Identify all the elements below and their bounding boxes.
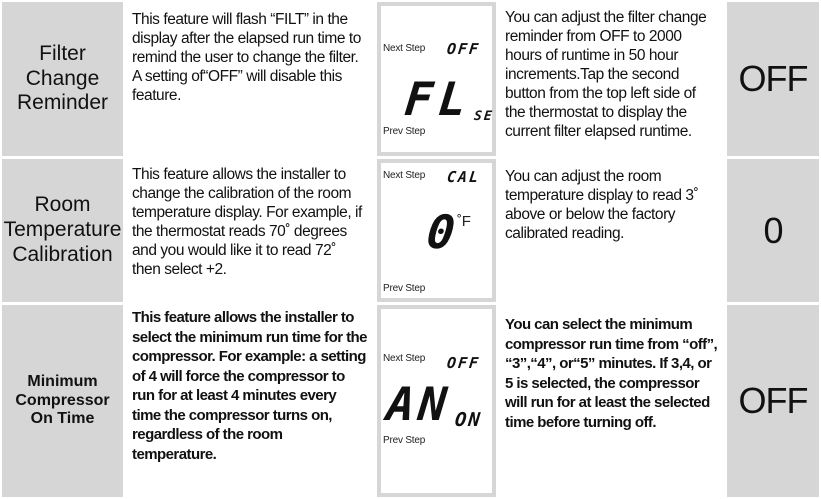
lcd-main-code: AN xyxy=(384,377,454,431)
unit-label: ˚F xyxy=(457,213,471,230)
lcd-top-code: OFF xyxy=(446,354,482,372)
feature-name: Minimum Compressor On Time xyxy=(15,372,110,428)
thermostat-display xyxy=(381,163,492,298)
adjustment-description xyxy=(499,2,724,156)
thermostat-screen-panel xyxy=(377,305,496,497)
feature-name-cell xyxy=(2,159,123,302)
lcd-sub-code: ON xyxy=(453,409,484,431)
adjustment-description xyxy=(499,305,724,497)
prev-step-label: Prev Step xyxy=(383,126,426,137)
feature-name: Filter Change Reminder xyxy=(16,41,109,115)
default-value-cell xyxy=(727,2,819,156)
feature-description xyxy=(126,305,374,497)
feature-description xyxy=(126,2,374,156)
default-value: OFF xyxy=(738,380,808,421)
description-text: This feature allows the installer to select the minimum run time for the compressor. For example: a setting of 4 will force the compressor to run for at least 4 minutes every time the compressor turns on, regardless of the room temperature. xyxy=(132,309,367,463)
thermostat-display xyxy=(381,309,492,493)
lcd-main-code: 0 xyxy=(424,205,460,259)
default-value-cell xyxy=(727,159,819,302)
default-value: 0 xyxy=(763,209,783,251)
lcd-main-code: FL xyxy=(402,72,476,126)
lcd-top-code: OFF xyxy=(446,40,482,58)
thermostat-display xyxy=(381,6,495,152)
description-text: This feature will flash “FILT” in the display after the elapsed run time to remind the user to change the filter. A setting of“OFF” will disable this feature. xyxy=(132,11,361,104)
feature-name-cell xyxy=(2,305,123,497)
feature-name-cell xyxy=(2,2,123,156)
feature-name: Room Temperature Calibration xyxy=(3,193,122,266)
prev-step-label: Prev Step xyxy=(383,283,426,294)
default-value: OFF xyxy=(738,58,808,99)
thermostat-screen-panel xyxy=(377,2,496,156)
lcd-sub-code: SE xyxy=(473,109,495,124)
next-step-label: Next Step xyxy=(383,43,426,54)
prev-step-label: Prev Step xyxy=(383,435,426,446)
feature-description xyxy=(126,159,374,302)
thermostat-screen-panel xyxy=(377,159,496,302)
lcd-top-code: CAL xyxy=(446,168,482,186)
adjustment-text: You can adjust the filter change reminder from OFF to 2000 hours of runtime in 50 hour increments.Tap the second button from the top left side of the thermostat to display the current filter elapsed runtime. xyxy=(505,9,707,140)
default-value-cell xyxy=(727,305,819,497)
adjustment-description xyxy=(499,159,724,302)
adjustment-text: You can select the minimum compressor run time from “off”, “3”,“4”, or“5” minutes. If 3,4, or 5 is selected, the compressor will run for at least the selected time before turning off. xyxy=(505,316,718,431)
next-step-label: Next Step xyxy=(383,353,426,364)
next-step-label: Next Step xyxy=(383,170,426,181)
adjustment-text: You can adjust the room temperature display to read 3˚ above or below the factory calibrated reading. xyxy=(505,168,699,242)
description-text: This feature allows the installer to change the calibration of the room temperature display. For example, if the thermostat reads 70˚ degrees and you would like it to read 72˚ then select +2. xyxy=(132,166,362,278)
